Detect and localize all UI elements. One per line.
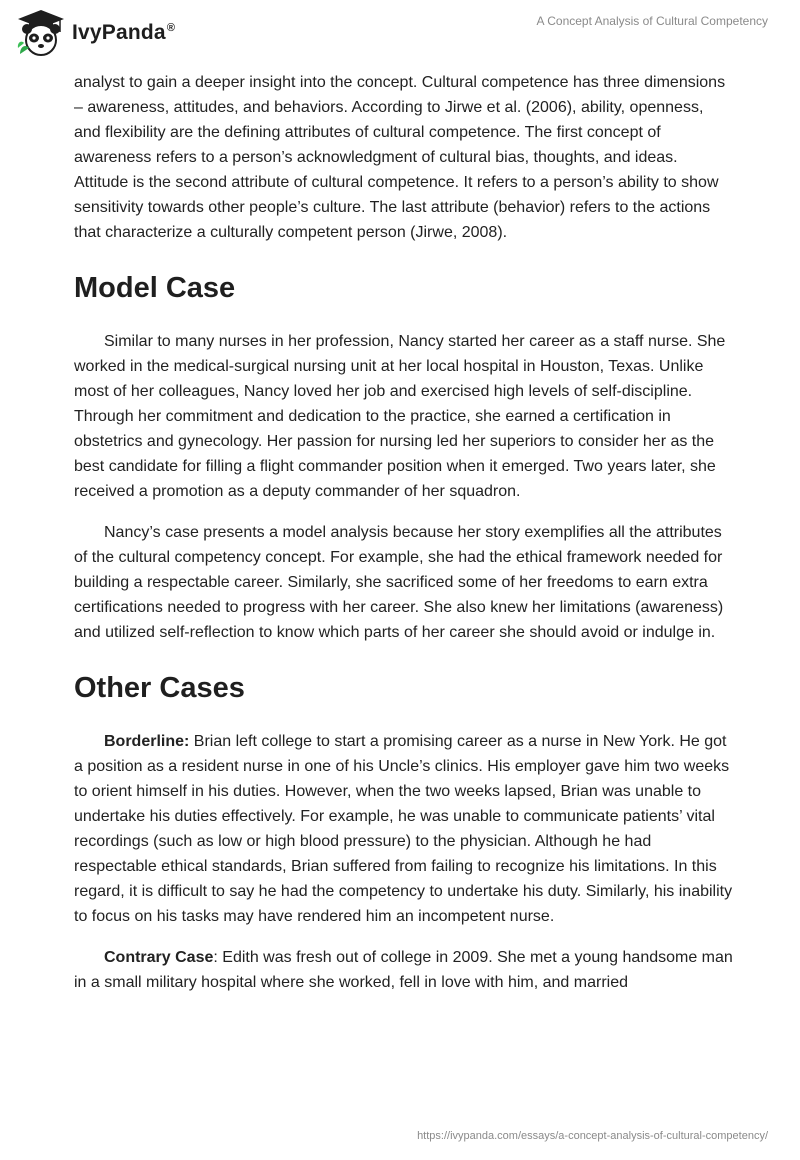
brand-name: IvyPanda® xyxy=(72,21,176,44)
paragraph-borderline-case xyxy=(74,729,734,929)
paragraph-model-case-story: Similar to many nurses in her profession, Nancy started her career as a staff nurse. She worked in the medical-surgical nursing unit at her local hospital in Houston, Texas. Unlike most of her colleagues, Nancy loved her job and exercised high levels of self-discipline. Through her commitment and dedication to the practice, she earned a certification in obstetrics and gynecology. Her passion for nursing led her superiors to consider her as the best candidate for filling a flight commander position when it emerged. Two years later, she received a promotion as a deputy commander of her squadron. xyxy=(74,333,726,500)
essay-body xyxy=(74,70,734,1011)
contrary-case-label: Contrary Case xyxy=(104,949,214,966)
source-url[interactable]: https://ivypanda.com/essays/a-concept-analysis-of-cultural-competency/ xyxy=(417,1130,768,1142)
heading-model-case: Model Case xyxy=(74,272,236,304)
borderline-text: Brian left college to start a promising career as a nurse in New York. He got a position as a resident nurse in one of his Uncle’s clinics. His employer gave him two weeks to orient himself in his duties. However, when the two weeks lapsed, Brian was unable to undertake his duties effectively. For example, he was unable to communicate patients’ vital recordings (such as low or high blood pressure) to the physician. Although he had respectable ethical standards, Brian suffered from failing to recognize his limitations. In this regard, it is difficult to say he had the competency to undertake his duty. Similarly, his inability to focus on his tasks may have rendered him an incompetent nurse. xyxy=(74,733,733,925)
brand-logo[interactable] xyxy=(14,8,175,58)
paragraph-contrary-case xyxy=(74,945,734,995)
contrary-case-text: : Edith was fresh out of college in 2009. She met a young handsome man in a small military hospital where she worked, fell in love with him, and married xyxy=(74,949,733,991)
heading-other-cases: Other Cases xyxy=(74,672,245,704)
paragraph-model-case-analysis: Nancy’s case presents a model analysis because her story exemplifies all the attributes of the cultural competency concept. For example, she had the ethical framework needed for building a respectable career. Similarly, she sacrificed some of her freedoms to earn extra certifications needed to progress with her career. She also knew her limitations (awareness) and utilized self-reflection to know which parts of her career she should avoid or indulge in. xyxy=(74,524,724,641)
panda-graduate-icon xyxy=(14,8,68,58)
document-title: A Concept Analysis of Cultural Competency xyxy=(536,14,768,28)
paragraph-intro-continued: analyst to gain a deeper insight into the concept. Cultural competence has three dimensions – awareness, attitudes, and behaviors. According to Jirwe et al. (2006), ability, openness, and flexibility are the defining attributes of cultural competence. The first concept of awareness refers to a person’s acknowledgment of cultural bias, thoughts, and ideas. Attitude is the second attribute of cultural competence. It refers to a person’s ability to show sensitivity towards other people’s culture. The last attribute (behavior) refers to the actions that characterize a culturally competent person (Jirwe, 2008). xyxy=(74,74,726,241)
page-header xyxy=(0,0,800,64)
borderline-label: Borderline: xyxy=(104,733,190,750)
